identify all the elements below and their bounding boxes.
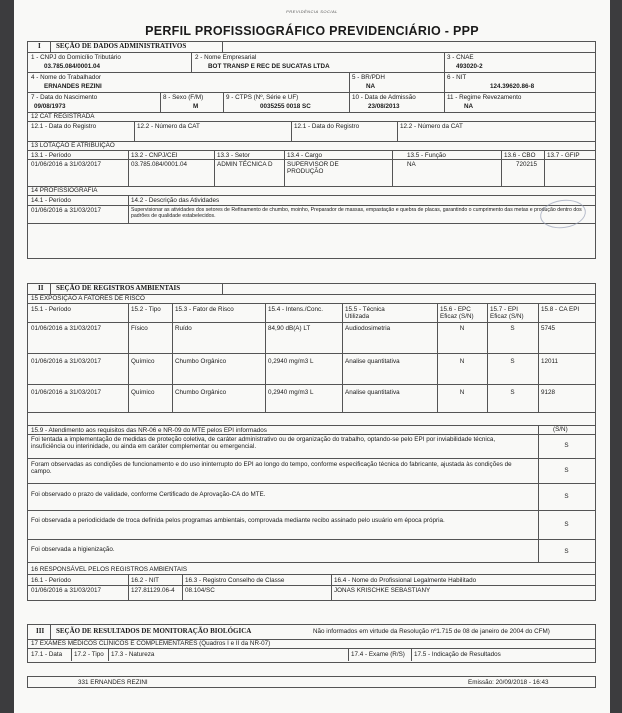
- footer-worker: 331 ERNANDES REZINI: [78, 679, 148, 686]
- exams-header-date: 17.1 - Data: [31, 651, 63, 658]
- allocation-cbo-value: 720215: [516, 161, 538, 168]
- requirement-4-value: S: [564, 521, 569, 528]
- br-pdh-label: 5 - BR/PDH: [352, 74, 385, 81]
- responsible-name-value: JONAS KRISCHKE SEBASTIANY: [334, 587, 431, 594]
- cat-date-label-2: 12.1 - Data do Registro: [294, 123, 360, 130]
- risk-row-3-ca: 9128: [541, 389, 556, 396]
- risk-header-ca: 15.8 - CA EPI: [541, 306, 580, 313]
- exams-header-exam: 17.4 - Exame (R/S): [351, 651, 405, 658]
- responsible-nit-value: 127.81129.06-4: [131, 587, 175, 594]
- allocation-header-cnpj: 13.2 - CNPJ/CEI: [131, 152, 178, 159]
- section-biological-monitoring: [27, 624, 596, 663]
- requirement-1-value: S: [564, 442, 569, 449]
- birth-date-value: 09/08/1973: [34, 103, 66, 110]
- ctps-value: 0035255 0018 SC: [260, 103, 311, 110]
- agency-name: PREVIDÊNCIA SOCIAL: [286, 9, 338, 14]
- section-1-number: I: [38, 42, 41, 50]
- requirement-2-value: S: [564, 467, 569, 474]
- cnpj-label: 1 - CNPJ do Domicílio Tributário: [31, 54, 121, 61]
- nit-value: 124.39620.86-8: [490, 83, 535, 90]
- section-2-title: SEÇÃO DE REGISTROS AMBIENTAIS: [56, 284, 181, 292]
- risk-header-period: 15.1 - Período: [31, 306, 71, 313]
- allocation-role-value: SUPERVISOR DE PRODUÇÃO: [287, 161, 339, 175]
- requirement-4-text: Foi observada a periodicidade de troca definida pelos programas ambientais, comprovada mediante recibo assinado pelo usuário em época própria.: [31, 517, 445, 524]
- risk-header-epi: 15.7 - EPI Eficaz (S/N): [490, 306, 524, 320]
- responsible-council-value: 08.104/SC: [185, 587, 215, 594]
- allocation-header-function: 13.5 - Função: [407, 152, 446, 159]
- allocation-header-cbo: 13.6 - CBO: [504, 152, 536, 159]
- sex-value: M: [193, 103, 199, 110]
- footer-emission: Emissão: 20/09/2018 - 16:43: [468, 679, 549, 686]
- company-name-label: 2 - Nome Empresarial: [195, 54, 257, 61]
- worker-name-value: ERNANDES REZINI: [44, 83, 102, 90]
- worker-name-label: 4 - Nome do Trabalhador: [31, 74, 102, 81]
- risk-row-1-period: 01/06/2016 a 31/03/2017: [31, 325, 102, 332]
- requirement-1-text: Foi tentada a implementação de medidas de proteção coletiva, de caráter administrativo ou de organização do trabalho, optando-se pelo EPI por inviabilidade técnica, insuficiência ou interinidade, ou ainda em caráter complementar ou emergencial.: [31, 436, 496, 450]
- risk-row-3-intensity: 0,2940 mg/m3 L: [268, 389, 314, 396]
- profile-section-title: 14 PROFISSIOGRAFIA: [31, 187, 98, 194]
- risk-header-epc: 15.6 - EPC Eficaz (S/N): [440, 306, 474, 320]
- section-environmental-records: [27, 283, 596, 601]
- exams-header-type: 17.2 - Tipo: [74, 651, 104, 658]
- risk-exposure-title: 15 EXPOSIÇÃO A FATORES DE RISCO: [31, 295, 145, 302]
- risk-row-1-factor: Ruído: [175, 325, 192, 332]
- risk-row-2-technique: Analise quantitativa: [345, 358, 400, 365]
- section-2-number: II: [38, 284, 44, 292]
- footer-bar: [27, 676, 596, 688]
- allocation-header-gfip: 13.7 - GFIP: [547, 152, 580, 159]
- section-3-number: III: [36, 627, 45, 635]
- birth-date-label: 7 - Data do Nascimento: [31, 94, 98, 101]
- responsible-header-period: 16.1 - Período: [31, 577, 71, 584]
- allocation-period-value: 01/06/2016 a 31/03/2017: [31, 161, 102, 168]
- requirement-2-text: Foram observadas as condições de funcionamento e do uso ininterrupto do EPI ao longo do tempo, conforme especificação técnica do fabricante, ajustada às condições de campo.: [31, 461, 512, 475]
- profile-period-label: 14.1 - Período: [31, 197, 71, 204]
- responsible-header-council: 16.3 - Registro Conselho de Classe: [185, 577, 285, 584]
- risk-row-1-epi: S: [510, 325, 515, 332]
- requirement-5-value: S: [564, 548, 569, 555]
- cnae-label: 3 - CNAE: [447, 54, 474, 61]
- cat-section-title: 12 CAT REGISTRADA: [31, 113, 95, 120]
- risk-row-2-period: 01/06/2016 a 31/03/2017: [31, 358, 102, 365]
- sex-label: 8 - Sexo (F/M): [163, 94, 204, 101]
- allocation-header-sector: 13.3 - Setor: [217, 152, 250, 159]
- cnpj-value: 03.785.084/0001.04: [44, 63, 101, 70]
- risk-header-type: 15.2 - Tipo: [131, 306, 161, 313]
- allocation-section-title: 13 LOTAÇÃO E ATRIBUIÇÃO: [31, 142, 115, 149]
- allocation-cnpj-value: 03.785.084/0001.04: [131, 161, 188, 168]
- section-1-title: SEÇÃO DE DADOS ADMINISTRATIVOS: [56, 42, 187, 50]
- company-name-value: BOT TRANSP E REC DE SUCATAS LTDA: [208, 63, 330, 70]
- risk-row-1-ca: 5745: [541, 325, 556, 332]
- activities-label: 14.2 - Descrição das Atividades: [131, 197, 220, 204]
- risk-row-2-factor: Chumbo Orgânico: [175, 358, 227, 365]
- activities-description: Supervisionar as atividades dos setores de Refinamento de chumbo, moinho, Preparador de massas, empastação e quebra de placas, garantindo o cumprimento das metas e produção dentro dos padrões de qualidade estabelecidos.: [131, 207, 582, 219]
- epi-requirements-label: 15.9 - Atendimento aos requisitos das NR-06 e NR-09 do MTE pelos EPI informados: [31, 427, 267, 434]
- risk-row-3-type: Químico: [131, 389, 155, 396]
- risk-row-1-intensity: 84,90 dB(A) LT: [268, 325, 311, 332]
- document-page: [14, 0, 610, 713]
- section-3-title: SEÇÃO DE RESULTADOS DE MONITORAÇÃO BIOLÓGICA: [56, 627, 252, 635]
- document-title: PERFIL PROFISSIOGRÁFICO PREVIDENCIÁRIO - PPP: [145, 24, 479, 38]
- risk-row-3-epc: N: [459, 389, 465, 396]
- risk-row-2-epi: S: [510, 358, 515, 365]
- responsible-header-nit: 16.2 - NIT: [131, 577, 159, 584]
- allocation-header-role: 13.4 - Cargo: [287, 152, 323, 159]
- agency-logo: [14, 0, 610, 14]
- requirement-5-text: Foi observada a higienização.: [31, 546, 115, 553]
- admission-date-label: 10 - Data de Admissão: [352, 94, 416, 101]
- responsible-header-name: 16.4 - Nome do Profissional Legalmente Habilitado: [334, 577, 477, 584]
- br-pdh-value: NA: [366, 83, 376, 90]
- risk-row-2-epc: N: [459, 358, 465, 365]
- epi-requirements-sn: (S/N): [553, 426, 568, 433]
- exams-header-results: 17.5 - Indicação de Resultados: [414, 651, 501, 658]
- ctps-label: 9 - CTPS (Nº, Série e UF): [226, 94, 299, 101]
- cat-date-label-1: 12.1 - Data do Registro: [31, 123, 97, 130]
- risk-header-technique: 15.5 - Técnica Utilizada: [345, 306, 385, 320]
- risk-header-factor: 15.3 - Fator de Risco: [175, 306, 234, 313]
- nit-label: 6 - NIT: [447, 74, 467, 81]
- shift-regime-value: NA: [464, 103, 474, 110]
- risk-row-1-technique: Audiodosimetria: [345, 325, 391, 332]
- responsible-section-title: 16 RESPONSÁVEL PELOS REGISTROS AMBIENTAIS: [31, 566, 188, 573]
- risk-row-3-technique: Analise quantitativa: [345, 389, 400, 396]
- cat-number-label-1: 12.2 - Número da CAT: [137, 123, 200, 130]
- profile-period-value: 01/06/2016 a 31/03/2017: [31, 207, 102, 214]
- responsible-period-value: 01/06/2016 a 31/03/2017: [31, 587, 102, 594]
- shift-regime-label: 11 - Regime Revezamento: [447, 94, 522, 101]
- cnae-value: 493020-2: [456, 63, 483, 70]
- risk-row-2-intensity: 0,2940 mg/m3 L: [268, 358, 314, 365]
- section-administrative-data: [27, 41, 596, 259]
- exams-section-title: 17 EXAMES MÉDICOS CLÍNICOS E COMPLEMENTARES (Quadros I e II da NR-07): [31, 640, 271, 647]
- allocation-sector-value: ADMIN TÉCNICA D: [217, 161, 273, 168]
- requirement-3-value: S: [564, 493, 569, 500]
- risk-row-1-epc: N: [459, 325, 465, 332]
- risk-row-1-type: Físico: [131, 325, 148, 332]
- section-3-note: Não informados em virtude da Resolução nº1.715 de 08 de janeiro de 2004 do CFM): [313, 628, 550, 635]
- risk-row-2-type: Químico: [131, 358, 155, 365]
- risk-row-3-epi: S: [510, 389, 515, 396]
- risk-row-3-period: 01/06/2016 a 31/03/2017: [31, 389, 102, 396]
- allocation-function-value: NA: [407, 161, 416, 168]
- requirement-3-text: Foi observado o prazo de validade, conforme Certificado de Aprovação-CA do MTE.: [31, 491, 266, 498]
- cat-number-label-2: 12.2 - Número da CAT: [400, 123, 463, 130]
- exams-header-nature: 17.3 - Natureza: [111, 651, 155, 658]
- admission-date-value: 23/08/2013: [368, 103, 400, 110]
- risk-header-intensity: 15.4 - Intens./Conc.: [268, 306, 323, 313]
- risk-row-3-factor: Chumbo Orgânico: [175, 389, 227, 396]
- allocation-header-period: 13.1 - Período: [31, 152, 71, 159]
- risk-row-2-ca: 12011: [541, 358, 559, 365]
